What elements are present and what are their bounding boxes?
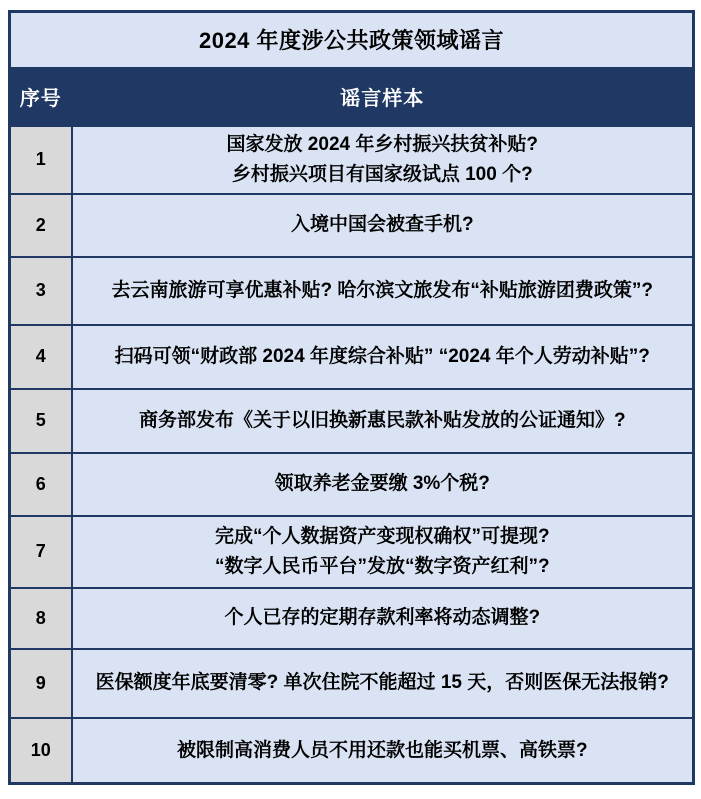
row-number-cell: 10: [10, 718, 72, 784]
rumor-line: 完成“个人数据资产变现权确权”可提现?: [214, 526, 550, 548]
table-row: [10, 453, 694, 516]
rumor-line: 扫码可领“财政部 2024 年度综合补贴” “2024 年个人劳动补贴”?: [114, 345, 650, 367]
row-number-cell: 5: [10, 389, 72, 453]
table-row: [10, 194, 694, 257]
rumor-sample-cell: [72, 453, 694, 516]
table-row: [10, 257, 694, 325]
column-header-number: 序号: [10, 68, 72, 126]
table-header-row: [10, 68, 694, 126]
rumor-table: [8, 10, 695, 785]
column-header-rumor-sample: 谣言样本: [72, 68, 694, 126]
table-row: [10, 649, 694, 718]
row-number-cell: 8: [10, 588, 72, 649]
rumor-sample-cell: [72, 325, 694, 389]
table-body: [10, 126, 694, 784]
row-number-cell: 2: [10, 194, 72, 257]
rumor-sample-cell: [72, 516, 694, 588]
rumor-sample-cell: [72, 194, 694, 257]
rumor-sample-cell: [72, 257, 694, 325]
table-title-row: [10, 12, 694, 68]
table-row: [10, 325, 694, 389]
row-number-cell: 9: [10, 649, 72, 718]
rumor-sample-cell: [72, 718, 694, 784]
row-number-cell: 3: [10, 257, 72, 325]
table-row: [10, 588, 694, 649]
table-title: 2024 年度涉公共政策领域谣言: [10, 12, 694, 68]
row-number-cell: 4: [10, 325, 72, 389]
row-number-cell: 7: [10, 516, 72, 588]
rumor-line: “数字人民币平台”发放“数字资产红利”?: [214, 555, 550, 577]
rumor-line: 被限制高消费人员不用还款也能买机票、高铁票?: [176, 739, 588, 761]
table-row: [10, 516, 694, 588]
row-number-cell: 1: [10, 126, 72, 194]
table-row: [10, 718, 694, 784]
rumor-sample-cell: [72, 649, 694, 718]
rumor-line: 商务部发布《关于以旧换新惠民款补贴发放的公证通知》?: [138, 409, 626, 431]
rumor-line: 个人已存的定期存款利率将动态调整?: [224, 607, 541, 629]
rumor-line: 乡村振兴项目有国家级试点 100 个?: [231, 163, 533, 185]
rumor-sample-cell: [72, 126, 694, 194]
rumor-line: 医保额度年底要清零? 单次住院不能超过 15 天，否则医保无法报销?: [95, 672, 669, 694]
rumor-line: 国家发放 2024 年乡村振兴扶贫补贴?: [226, 134, 538, 156]
rumor-line: 去云南旅游可享优惠补贴? 哈尔滨文旅发布“补贴旅游团费政策”?: [111, 279, 653, 301]
rumor-sample-cell: [72, 588, 694, 649]
table-row: [10, 389, 694, 453]
row-number-cell: 6: [10, 453, 72, 516]
table-row: [10, 126, 694, 194]
rumor-sample-cell: [72, 389, 694, 453]
rumor-line: 领取养老金要缴 3%个税?: [274, 473, 490, 495]
rumor-line: 入境中国会被查手机?: [290, 214, 474, 236]
